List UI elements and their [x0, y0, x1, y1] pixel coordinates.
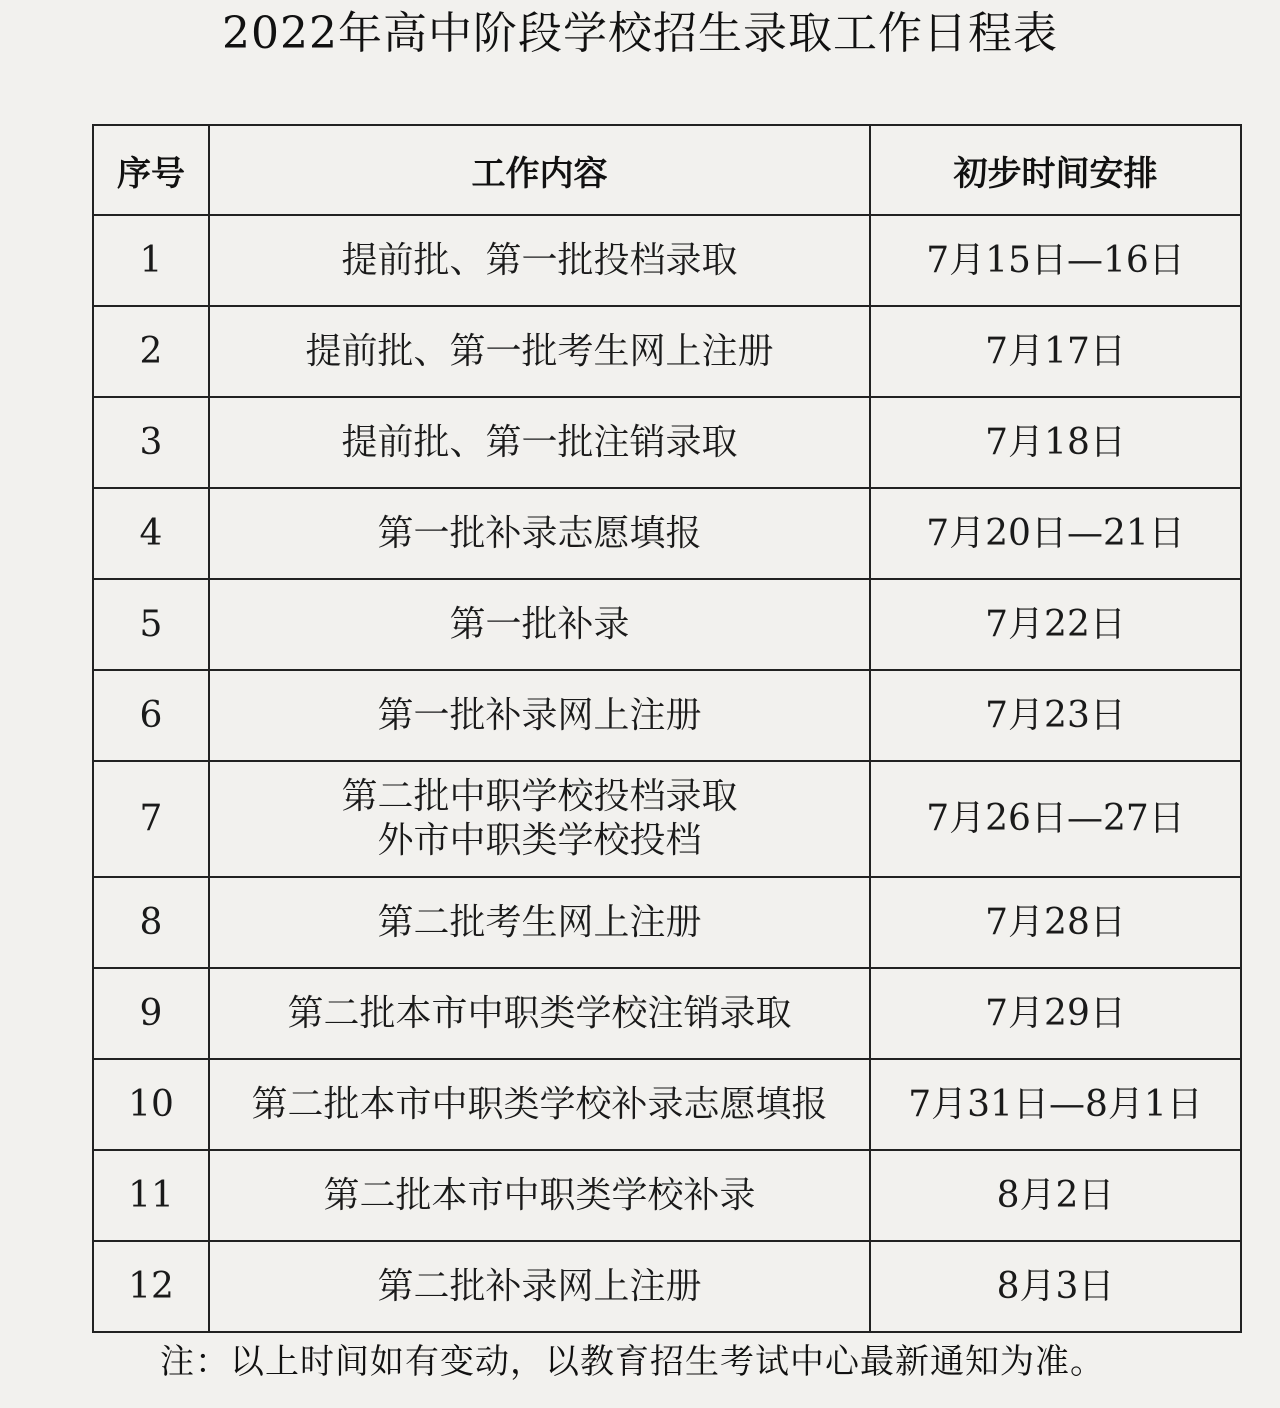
row-content: [209, 488, 870, 579]
table-row: [93, 397, 1241, 488]
content-line: 第二批本市中职类学校补录志愿填报: [251, 1083, 828, 1125]
content-line: 提前批、第一批投档录取: [341, 239, 738, 281]
row-time: 7月20日—21日: [870, 488, 1241, 579]
content-line: 第一批补录志愿填报: [377, 512, 702, 554]
table-body: [93, 215, 1241, 1332]
row-number: 12: [93, 1241, 209, 1332]
row-number: 7: [93, 761, 209, 877]
table-row: [93, 877, 1241, 968]
header-time: 初步时间安排: [870, 125, 1241, 215]
row-number: 6: [93, 670, 209, 761]
row-content: [209, 579, 870, 670]
row-time: 7月23日: [870, 670, 1241, 761]
row-number: 9: [93, 968, 209, 1059]
table-row: [93, 306, 1241, 397]
row-number: 5: [93, 579, 209, 670]
row-number: 2: [93, 306, 209, 397]
content-line: 外市中职类学校投档: [377, 820, 702, 861]
content-line: 提前批、第一批注销录取: [341, 421, 738, 463]
row-number: 10: [93, 1059, 209, 1150]
row-number: 1: [93, 215, 209, 306]
row-number: 11: [93, 1150, 209, 1241]
content-line: 第二批本市中职类学校补录: [323, 1174, 756, 1216]
header-content: 工作内容: [209, 125, 870, 215]
row-content: [209, 1241, 870, 1332]
row-content: [209, 968, 870, 1059]
table-header-row: [93, 125, 1241, 215]
row-content: [209, 761, 870, 877]
row-content: [209, 397, 870, 488]
content-line: 提前批、第一批考生网上注册: [305, 330, 774, 372]
row-number: 8: [93, 877, 209, 968]
row-content: [209, 1059, 870, 1150]
row-time: 7月29日: [870, 968, 1241, 1059]
row-time: 7月28日: [870, 877, 1241, 968]
content-line: 第一批补录网上注册: [377, 694, 702, 736]
schedule-table: [92, 124, 1242, 1333]
content-line: 第二批本市中职类学校注销录取: [287, 992, 792, 1034]
row-number: 4: [93, 488, 209, 579]
table-row: [93, 215, 1241, 306]
row-content: [209, 306, 870, 397]
row-time: 7月17日: [870, 306, 1241, 397]
page-title: 2022年高中阶段学校招生录取工作日程表: [222, 8, 1058, 59]
footnote: 注：以上时间如有变动，以教育招生考试中心最新通知为准。: [160, 1342, 1105, 1382]
row-time: 7月18日: [870, 397, 1241, 488]
row-content: [209, 215, 870, 306]
table-row: [93, 968, 1241, 1059]
content-line: 第二批补录网上注册: [377, 1265, 702, 1307]
row-time: 7月22日: [870, 579, 1241, 670]
row-time: 7月26日—27日: [870, 761, 1241, 877]
table-row: [93, 1241, 1241, 1332]
row-time: 7月15日—16日: [870, 215, 1241, 306]
content-line: 第二批中职学校投档录取: [341, 776, 738, 817]
table-row: [93, 579, 1241, 670]
content-line: 第二批考生网上注册: [377, 901, 702, 943]
table-row: [93, 488, 1241, 579]
content-line: 第一批补录: [449, 603, 630, 645]
row-time: 7月31日—8月1日: [870, 1059, 1241, 1150]
table-row: [93, 1059, 1241, 1150]
row-time: 8月3日: [870, 1241, 1241, 1332]
header-number: 序号: [93, 125, 209, 215]
row-time: 8月2日: [870, 1150, 1241, 1241]
row-content: [209, 670, 870, 761]
table-row: [93, 761, 1241, 877]
row-number: 3: [93, 397, 209, 488]
row-content: [209, 1150, 870, 1241]
row-content: [209, 877, 870, 968]
table-row: [93, 1150, 1241, 1241]
table-row: [93, 670, 1241, 761]
